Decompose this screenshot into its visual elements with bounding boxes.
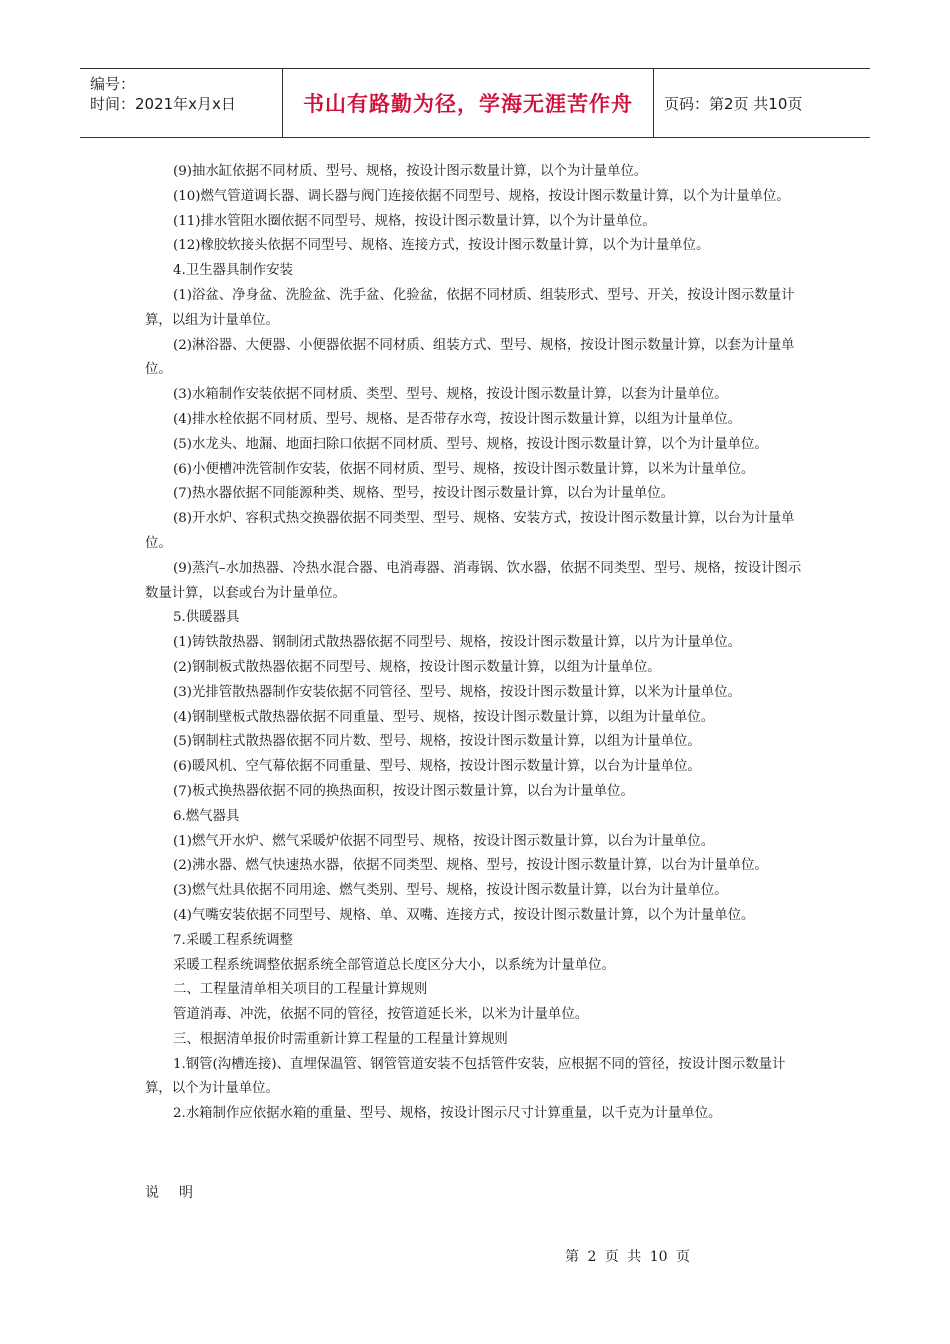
section-heading: 4.卫生器具制作安装 (173, 263, 293, 279)
page-header (80, 68, 870, 138)
paragraph: (6)小便槽冲洗管制作安装，依据不同材质、型号、规格，按设计图示数量计算，以米为计量单位。 (173, 461, 755, 477)
paragraph: (2)淋浴器、大便器、小便器依据不同材质、组装方式、型号、规格，按设计图示数量计算，以套为计量单位。 (145, 337, 795, 378)
header-motto: 书山有路勤为径，学海无涯苦作舟 (283, 69, 654, 137)
paragraph: (2)钢制板式散热器依据不同型号、规格，按设计图示数量计算，以组为计量单位。 (173, 659, 661, 675)
page-footer: 第 2 页 共 10 页 (565, 1249, 690, 1265)
paragraph: (4)气嘴安装依据不同型号、规格、单、双嘴、连接方式，按设计图示数量计算，以个为计量单位。 (173, 907, 755, 923)
number-label: 编号： (90, 75, 136, 93)
paragraph: 采暖工程系统调整依据系统全部管道总长度区分大小，以系统为计量单位。 (173, 957, 615, 973)
paragraph: (9)抽水缸依据不同材质、型号、规格，按设计图示数量计算，以个为计量单位。 (173, 164, 648, 179)
paragraph: (1)铸铁散热器、钢制闭式散热器依据不同型号、规格，按设计图示数量计算，以片为计量单位。 (173, 635, 741, 651)
paragraph: (7)热水器依据不同能源种类、规格、型号，按设计图示数量计算，以台为计量单位。 (173, 486, 675, 502)
paragraph: (8)开水炉、容积式热交换器依据不同类型、型号、规格、安装方式，按设计图示数量计算，以台为计量单位。 (145, 511, 795, 551)
header-page-label: 页码：第2页 共10页 (664, 94, 803, 113)
paragraph: (5)水龙头、地漏、地面扫除口依据不同材质、型号、规格，按设计图示数量计算，以个为计量单位。 (173, 436, 768, 452)
paragraph: (1)浴盆、净身盆、洗脸盆、洗手盆、化验盆，依据不同材质、组装形式、型号、开关，按设计图示数量计算，以组为计量单位。 (145, 287, 795, 328)
section-heading: 三、根据清单报价时需重新计算工程量的工程量计算规则 (173, 1031, 508, 1047)
note-heading: 说明 (145, 1185, 213, 1201)
paragraph: (7)板式换热器依据不同的换热面积，按设计图示数量计算，以台为计量单位。 (173, 783, 634, 799)
paragraph: (1)燃气开水炉、燃气采暖炉依据不同型号、规格，按设计图示数量计算，以台为计量单位。 (173, 833, 715, 849)
paragraph: 管道消毒、冲洗，依据不同的管径，按管道延长米，以米为计量单位。 (173, 1007, 589, 1023)
paragraph: (10)燃气管道调长器、调长器与阀门连接依据不同型号、规格，按设计图示数量计算，以个为计量单位。 (173, 188, 790, 204)
paragraph: 2.水箱制作应依据水箱的重量、型号、规格，按设计图示尺寸计算重量，以千克为计量单位。 (173, 1106, 722, 1122)
paragraph: (4)钢制壁板式散热器依据不同重量、型号、规格，按设计图示数量计算，以组为计量单位。 (173, 709, 715, 725)
paragraph: (12)橡胶软接头依据不同型号、规格、连接方式，按设计图示数量计算，以个为计量单位。 (173, 238, 710, 254)
section-heading: 二、工程量清单相关项目的工程量计算规则 (173, 982, 428, 998)
paragraph: (3)燃气灶具依据不同用途、燃气类别、型号、规格，按设计图示数量计算，以台为计量单位。 (173, 883, 728, 899)
paragraph: (4)排水栓依据不同材质、型号、规格、是否带存水弯，按设计图示数量计算，以组为计量单位。 (173, 411, 741, 427)
paragraph: 1.钢管(沟槽连接)、直埋保温管、钢管管道安装不包括管件安装，应根据不同的管径，按设计图示数量计算，以个为计量单位。 (145, 1056, 786, 1097)
paragraph: (2)沸水器、燃气快速热水器，依据不同类型、规格、型号，按设计图示数量计算，以台为计量单位。 (173, 858, 768, 874)
date-label: 时间：2021年x月x日 (90, 95, 236, 113)
paragraph: (3)光排管散热器制作安装依据不同管径、型号、规格，按设计图示数量计算，以米为计量单位。 (173, 684, 741, 700)
section-heading: 7.采暖工程系统调整 (173, 932, 293, 948)
paragraph: (5)钢制柱式散热器依据不同片数、型号、规格，按设计图示数量计算，以组为计量单位。 (173, 734, 701, 750)
document-body (145, 160, 810, 1127)
section-heading: 6.燃气器具 (173, 808, 240, 824)
paragraph: (6)暖风机、空气幕依据不同重量、型号、规格，按设计图示数量计算，以台为计量单位。 (173, 759, 701, 775)
section-heading: 5.供暖器具 (173, 610, 240, 626)
paragraph: (3)水箱制作安装依据不同材质、类型、型号、规格，按设计图示数量计算，以套为计量单位。 (173, 387, 728, 403)
paragraph: (11)排水管阻水圈依据不同型号、规格，按设计图示数量计算，以个为计量单位。 (173, 213, 656, 229)
header-meta (80, 69, 283, 137)
paragraph: (9)蒸汽–水加热器、冷热水混合器、电消毒器、消毒锅、饮水器，依据不同类型、型号、规格，按设计图示数量计算，以套或台为计量单位。 (145, 560, 802, 601)
